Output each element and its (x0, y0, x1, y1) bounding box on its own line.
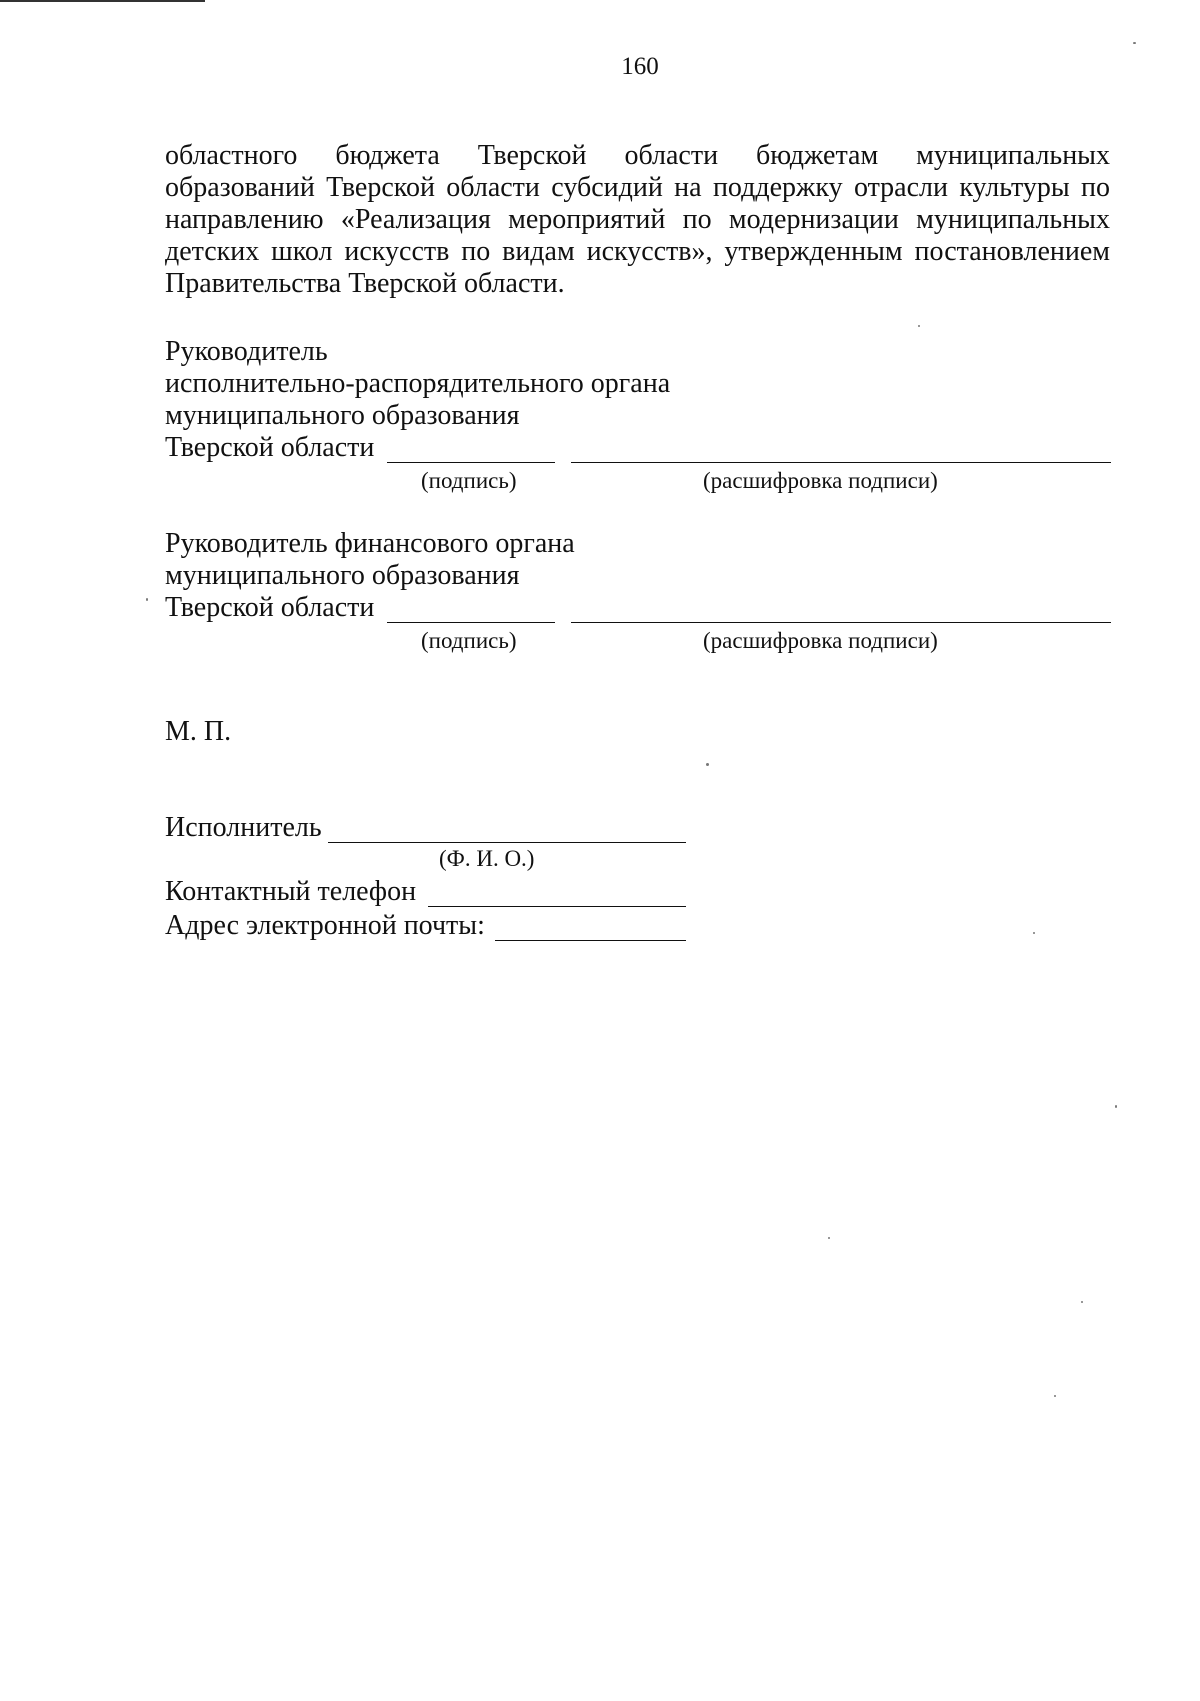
signature-block-finance (165, 528, 1110, 656)
signature-block-line: муниципального образования (165, 400, 520, 431)
phone-line[interactable] (428, 906, 686, 907)
signature-decoding-line[interactable] (571, 622, 1111, 623)
signature-block-executive (165, 336, 1110, 496)
email-row (165, 910, 1110, 944)
signature-row-label: Тверской области (165, 432, 375, 463)
paragraph-text: областного бюджета Тверской области бюджетам муниципальных образований Тверской области субсидий на поддержку отрасли культуры по направлению «Реализация мероприятий по модернизации муниципальных детских школ искусств по видам искусств», утвержденным постановлением Правительства Тверской области. (165, 140, 1110, 299)
signature-block-line: муниципального образования (165, 560, 520, 591)
scan-speck (1033, 932, 1035, 934)
phone-row (165, 876, 1110, 910)
scan-speck (1115, 1105, 1117, 1108)
executor-label: Исполнитель (165, 812, 322, 843)
signature-row-label: Тверской области (165, 592, 375, 623)
signature-decoding-line[interactable] (571, 462, 1111, 463)
scan-speck (1133, 42, 1136, 44)
scan-speck (918, 325, 920, 327)
stamp-place (165, 716, 1110, 748)
signature-block-line: Руководитель (165, 336, 328, 367)
executor-caption: (Ф. И. О.) (439, 846, 535, 871)
signature-row (165, 592, 1110, 626)
signature-row (165, 432, 1110, 466)
scan-speck (146, 598, 148, 601)
signature-decoding-caption: (расшифровка подписи) (703, 628, 938, 653)
signature-block-line: исполнительно-распорядительного органа (165, 368, 671, 399)
signature-line[interactable] (387, 622, 555, 623)
executor-block (165, 812, 1110, 944)
scan-speck (1054, 1395, 1056, 1397)
scan-speck (1081, 1301, 1083, 1303)
scan-speck (828, 1237, 830, 1239)
scan-edge-line (0, 0, 205, 2)
signature-caption: (подпись) (421, 628, 517, 653)
body-paragraph (165, 140, 1110, 300)
email-line[interactable] (495, 940, 686, 941)
phone-label: Контактный телефон (165, 876, 417, 907)
executor-row (165, 812, 1110, 846)
signature-caption: (подпись) (421, 468, 517, 493)
page-number: 160 (621, 53, 659, 80)
email-label: Адрес электронной почты: (165, 910, 485, 941)
signature-block-line: Руководитель финансового органа (165, 528, 575, 559)
executor-name-line[interactable] (328, 842, 686, 843)
signature-decoding-caption: (расшифровка подписи) (703, 468, 938, 493)
signature-line[interactable] (387, 462, 555, 463)
stamp-place-label: М. П. (165, 716, 232, 747)
scan-speck (706, 763, 709, 766)
